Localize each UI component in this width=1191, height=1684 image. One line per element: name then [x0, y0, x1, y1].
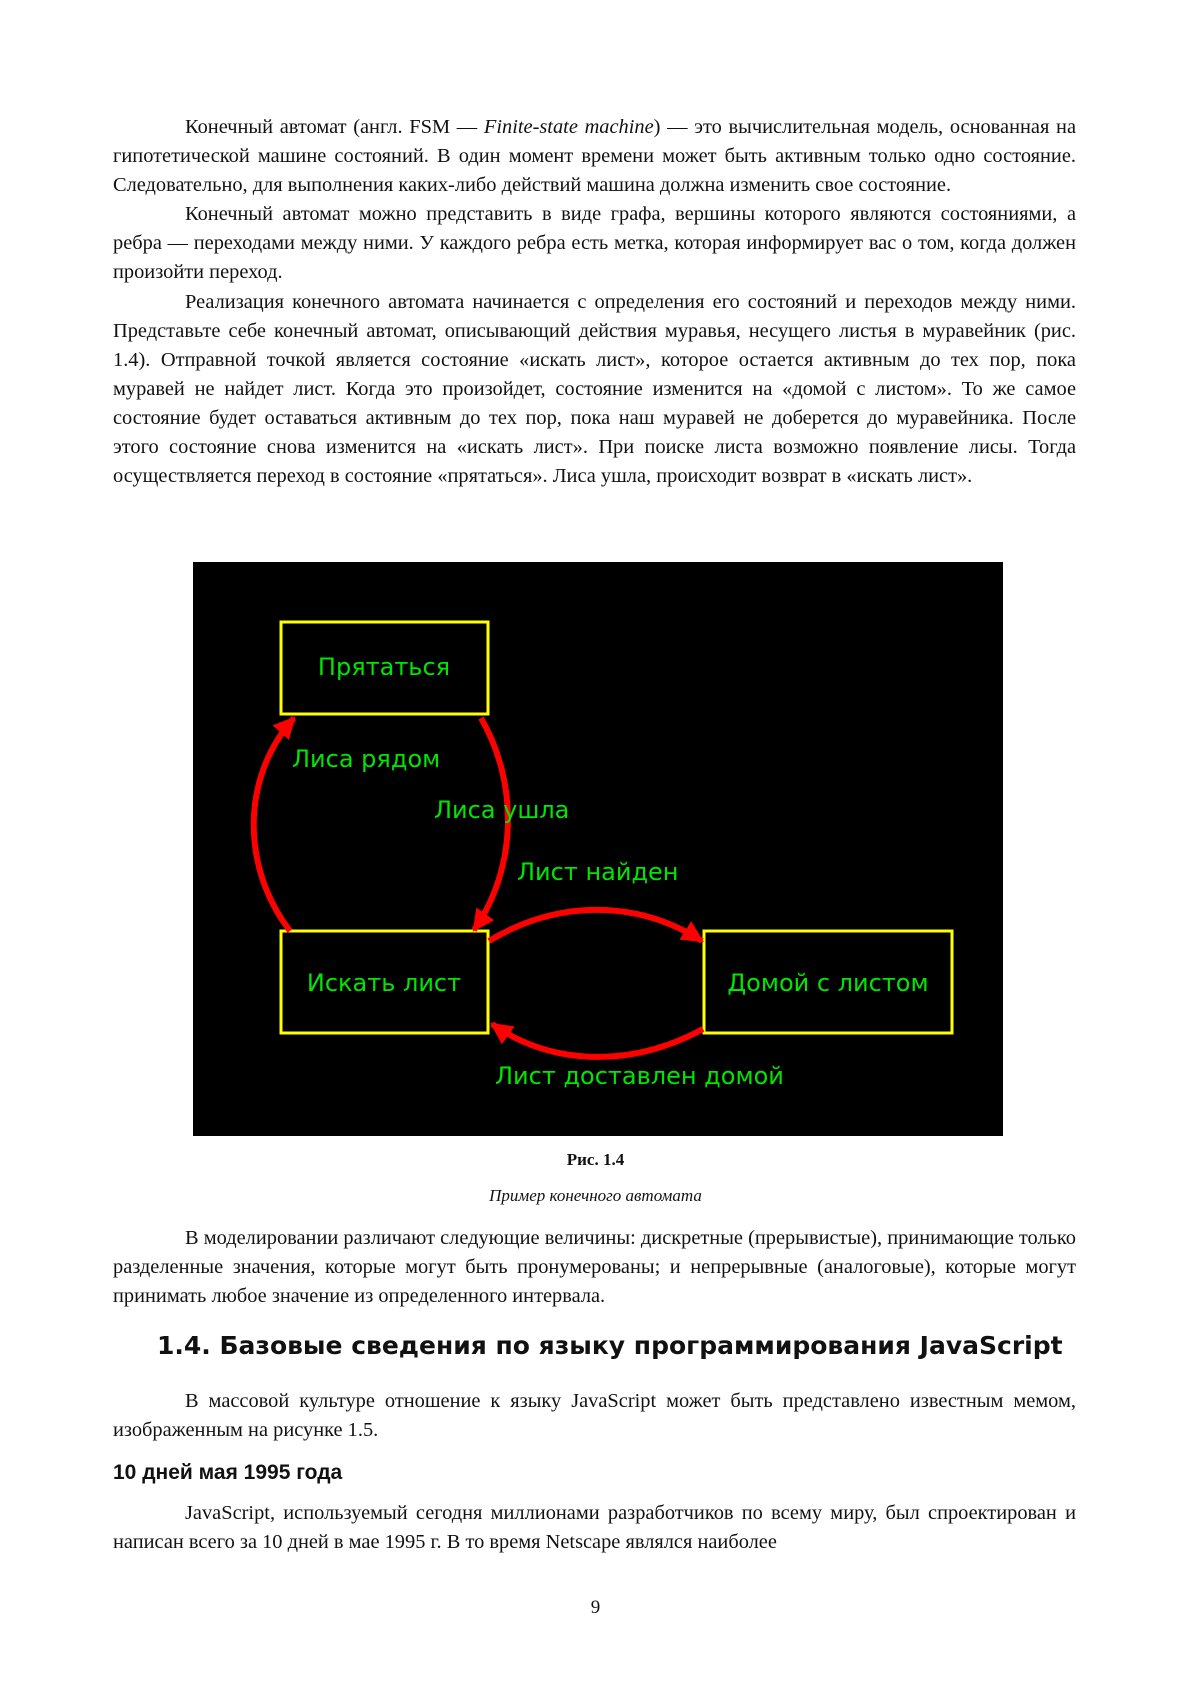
section-heading: 1.4. Базовые сведения по языку программирования JavaScript: [157, 1331, 1063, 1360]
paragraph-js-history: JavaScript, используемый сегодня миллионами разработчиков по всему миру, был спроектирован и написан всего за 10 дней в мае 1995 г. В то время Netscape являлся наиболее: [113, 1502, 1076, 1554]
arrow-fox-near: [254, 718, 294, 931]
transition-label-fox-near: Лиса рядом: [292, 745, 441, 773]
arrow-fox-gone: [474, 718, 508, 930]
js-intro-text: [113, 1387, 1076, 1445]
paragraph-js-meme: В массовой культуре отношение к языку JavaScript может быть представлено известным мемом, изображенным на рисунке 1.5.: [113, 1390, 1076, 1442]
figure-number: Рис. 1.4: [566, 1150, 625, 1169]
paragraph-fsm-graph: Конечный автомат можно представить в виде графа, вершины которого являются состояниями, а ребра — переходами между ними. У каждого ребра есть метка, которая информирует вас о том, когда должен произойти переход.: [113, 203, 1076, 284]
transition-label-leaf-delivered: Лист доставлен домой: [495, 1062, 784, 1090]
state-label-hide: Прятаться: [317, 653, 451, 681]
paragraph-fsm-definition: Конечный автомат (англ. FSM — Finite-state machine) — это вычислительная модель, основанная на гипотетической машине состояний. В один момент времени может быть активным только одно состояние. Следовательно, для выполнения каких-либо действий машина должна изменить свое состояние.: [113, 116, 1077, 197]
fsm-diagram-svg: [193, 562, 1003, 1136]
paragraph-fsm-ant-example: Реализация конечного автомата начинается с определения его состояний и переходов между ними. Представьте себе конечный автомат, описывающий действия муравья, несущего листья в муравейник (рис. 1.4). Отправной точкой является состояние «искать лист», которое остается активным до тех пор, пока муравей не найдет лист. Когда это произойдет, состояние изменится на «домой с листом». То же самое состояние будет оставаться активным до тех пор, пока наш муравей не доберется до муравейника. После этого состояние снова изменится на «искать лист». При поиске листа возможно появление лисы. Тогда осуществляется переход в состояние «прятаться». Лиса ушла, происходит возврат в «искать лист».: [113, 290, 1076, 488]
transition-label-leaf-found: Лист найден: [517, 858, 679, 886]
subheading-1995: 10 дней мая 1995 года: [113, 1461, 343, 1484]
page-number: 9: [590, 1597, 601, 1618]
arrow-leaf-delivered: [492, 1024, 703, 1057]
fsm-diagram: [193, 562, 1003, 1136]
js-history-text: [113, 1499, 1076, 1557]
state-label-search: Искать лист: [306, 969, 462, 997]
intro-text: [113, 113, 1076, 491]
transition-label-fox-gone: Лиса ушла: [434, 796, 570, 824]
state-label-home: Домой с листом: [727, 969, 929, 997]
figure-caption: Пример конечного автомата: [489, 1186, 702, 1205]
modeling-text: [113, 1224, 1076, 1311]
fsm-english-term: Finite-state machine: [483, 116, 654, 138]
arrow-leaf-found: [489, 910, 702, 941]
paragraph-modeling-values: В моделировании различают следующие величины: дискретные (прерывистые), принимающие только разделенные значения, которые могут быть пронумерованы; и непрерывные (аналоговые), которые могут принимать любое значение из определенного интервала.: [113, 1227, 1076, 1308]
